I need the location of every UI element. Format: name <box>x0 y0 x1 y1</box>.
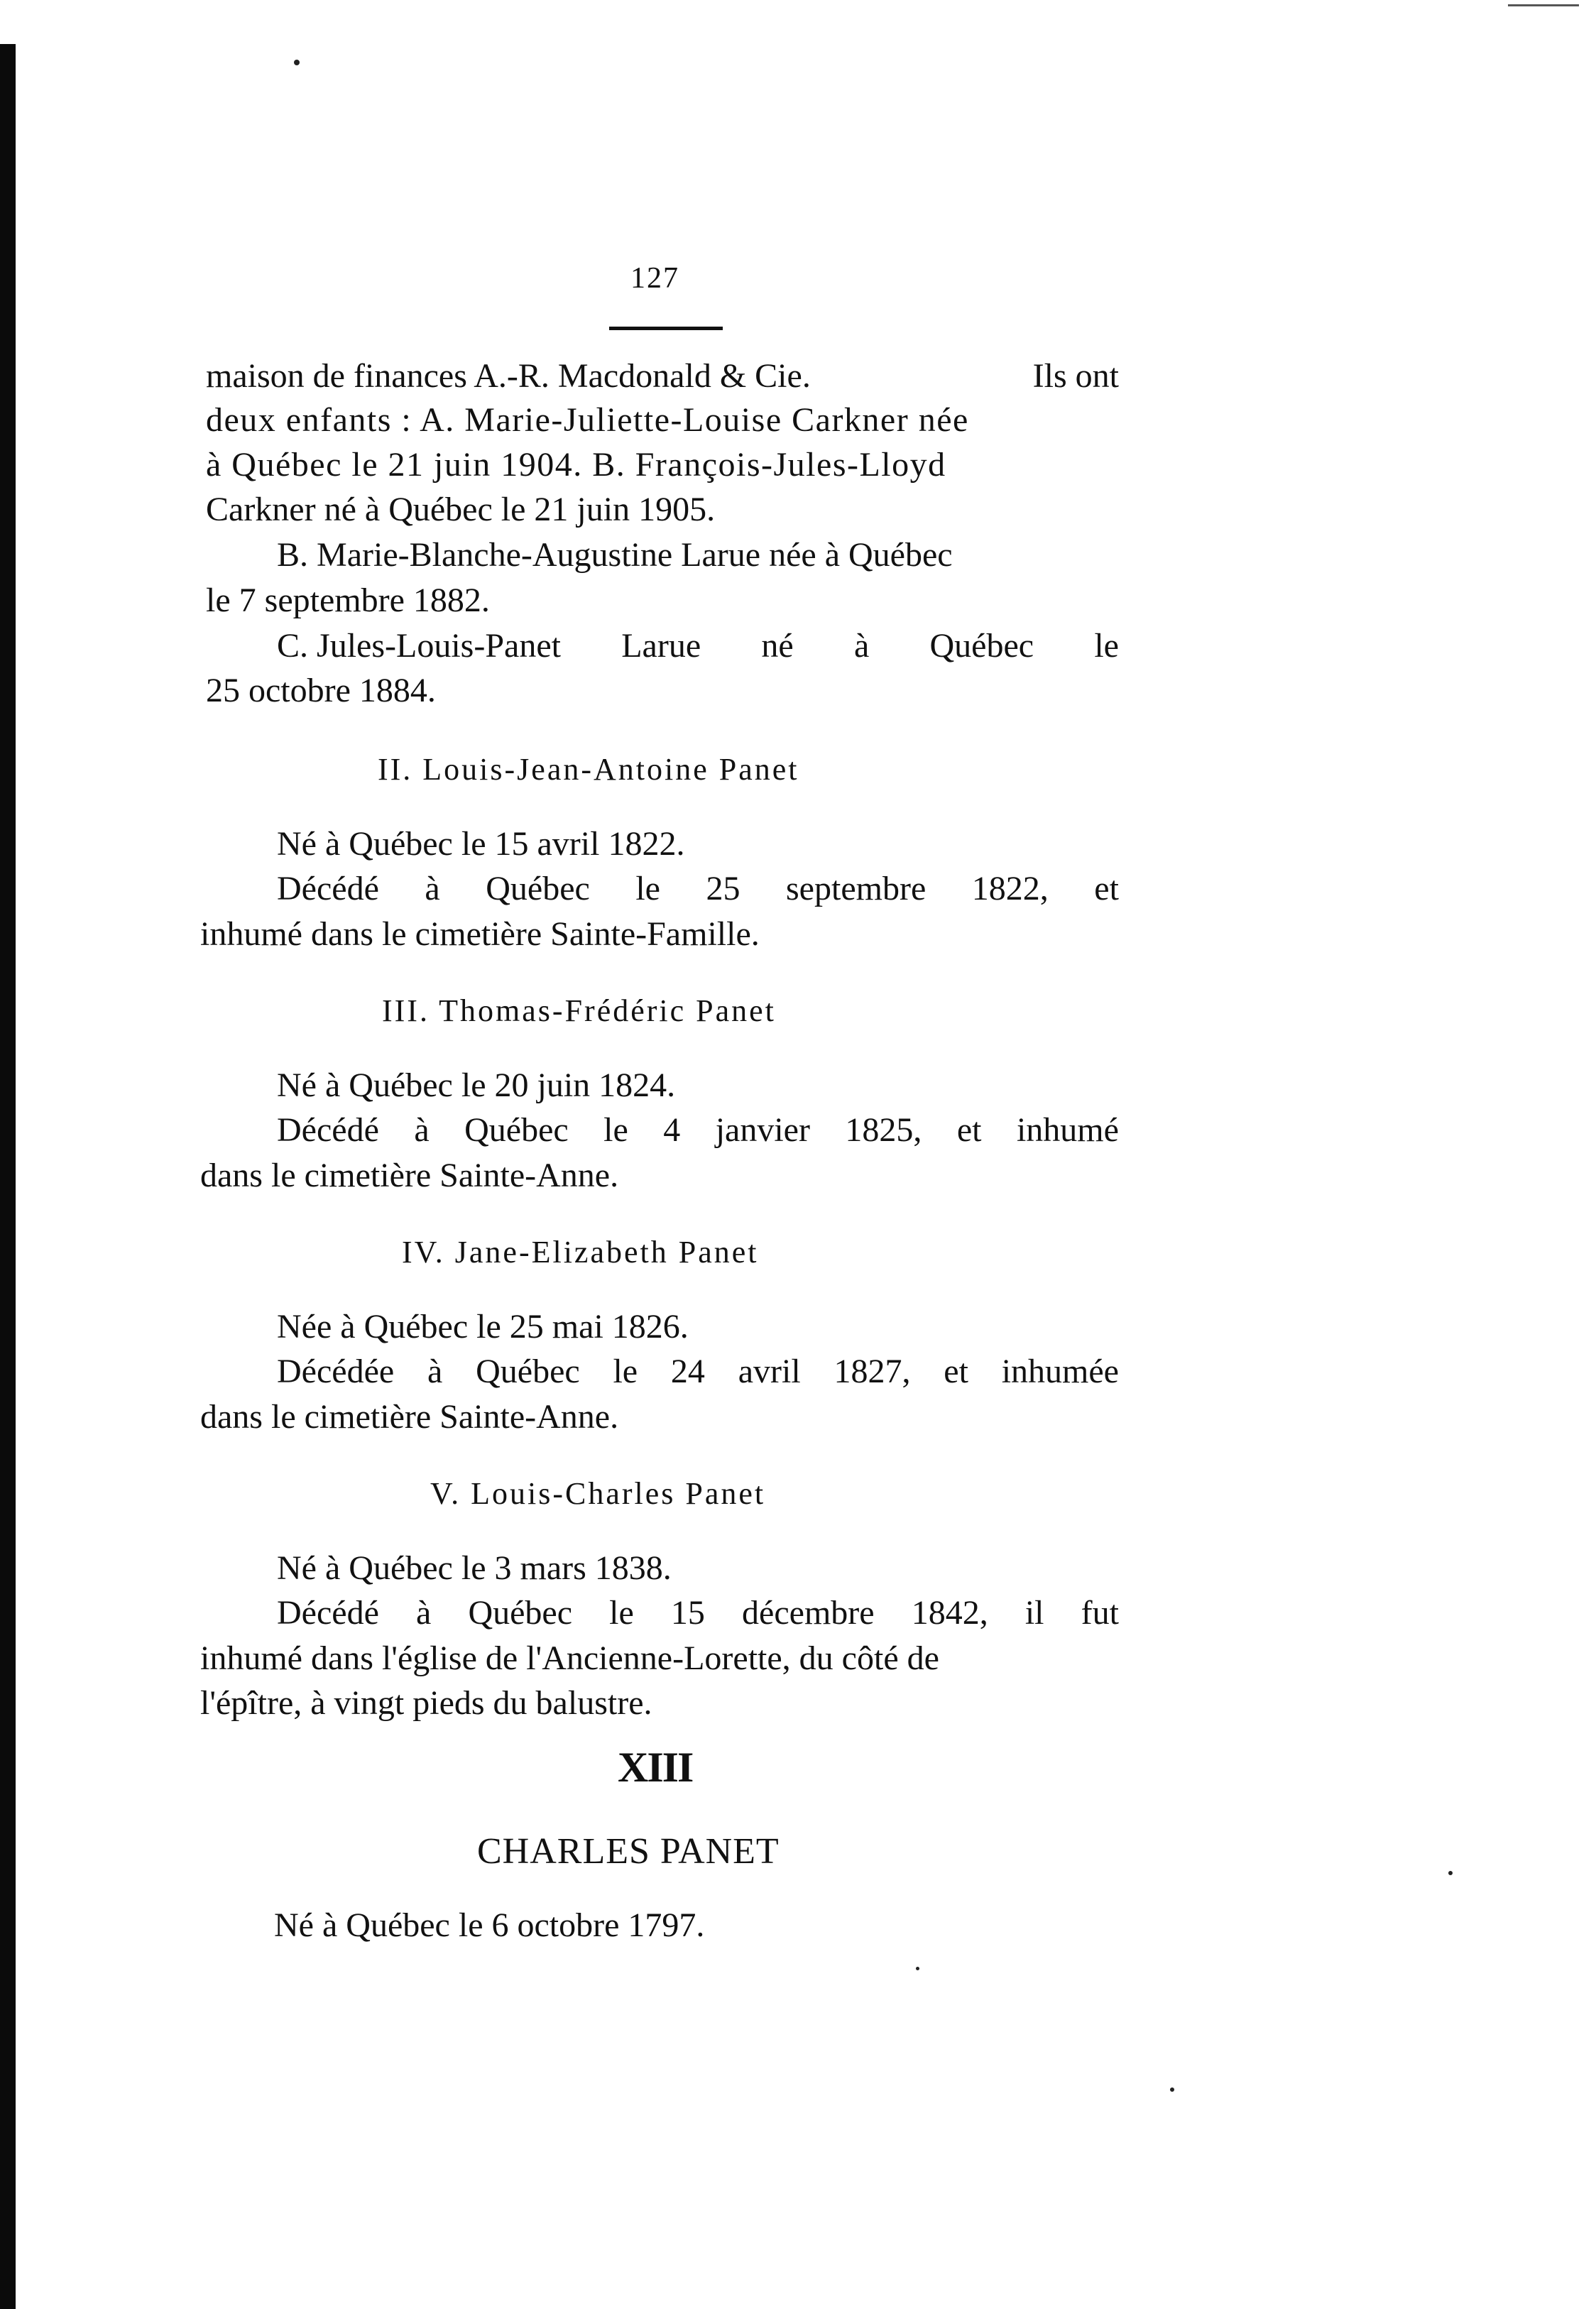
text-line: l'épître, à vingt pieds du balustre. <box>200 1684 652 1722</box>
chapter-title: CHARLES PANET <box>477 1831 780 1872</box>
text-line: maison de finances A.-R. Macdonald & Cie. Ils ont <box>206 357 1119 395</box>
chapter-number: XIII <box>618 1744 693 1791</box>
text-line: Né à Québec le 20 juin 1824. <box>277 1066 676 1104</box>
ink-speck <box>294 60 300 65</box>
section-heading: V. Louis-Charles Panet <box>430 1476 766 1511</box>
binding-edge <box>0 44 16 2309</box>
section-heading: III. Thomas-Frédéric Panet <box>382 993 776 1028</box>
page-number: 127 <box>630 262 679 295</box>
text-line: 25 octobre 1884. <box>206 672 436 709</box>
text-line: Décédé à Québec le 4 janvier 1825, et inhumé <box>277 1111 1119 1149</box>
text-line: dans le cimetière Sainte-Anne. <box>200 1157 619 1194</box>
text-line: dans le cimetière Sainte-Anne. <box>200 1398 619 1436</box>
page-number-rule <box>609 327 723 330</box>
text-line: à Québec le 21 juin 1904. B. François-Jules-Lloyd <box>206 446 946 484</box>
text-line: Décédé à Québec le 15 décembre 1842, il fut <box>277 1594 1119 1632</box>
top-edge-rule <box>1508 4 1579 6</box>
section-heading: IV. Jane-Elizabeth Panet <box>402 1235 759 1270</box>
text-line: Née à Québec le 25 mai 1826. <box>277 1308 689 1345</box>
text-line: deux enfants : A. Marie-Juliette-Louise Carkner née <box>206 401 969 439</box>
ink-speck <box>1170 2087 1174 2092</box>
text-line: Né à Québec le 3 mars 1838. <box>277 1549 672 1587</box>
text-line: Décédée à Québec le 24 avril 1827, et inhumée <box>277 1353 1119 1390</box>
ink-speck <box>1448 1871 1453 1875</box>
ink-speck <box>916 1967 919 1970</box>
text-line: Carkner né à Québec le 21 juin 1905. <box>206 491 716 528</box>
text-line: le 7 septembre 1882. <box>206 582 490 619</box>
text-line: inhumé dans l'église de l'Ancienne-Lorette, du côté de <box>200 1639 939 1677</box>
section-heading: II. Louis-Jean-Antoine Panet <box>378 752 799 787</box>
text-line: Né à Québec le 6 octobre 1797. <box>274 1906 705 1944</box>
text-line: Né à Québec le 15 avril 1822. <box>277 825 685 863</box>
text-line: inhumé dans le cimetière Sainte-Famille. <box>200 915 760 953</box>
text-line: C. Jules-Louis-Panet Larue né à Québec le <box>277 627 1119 665</box>
text-line: Décédé à Québec le 25 septembre 1822, et <box>277 870 1119 907</box>
text-line: B. Marie-Blanche-Augustine Larue née à Québec <box>277 536 953 574</box>
